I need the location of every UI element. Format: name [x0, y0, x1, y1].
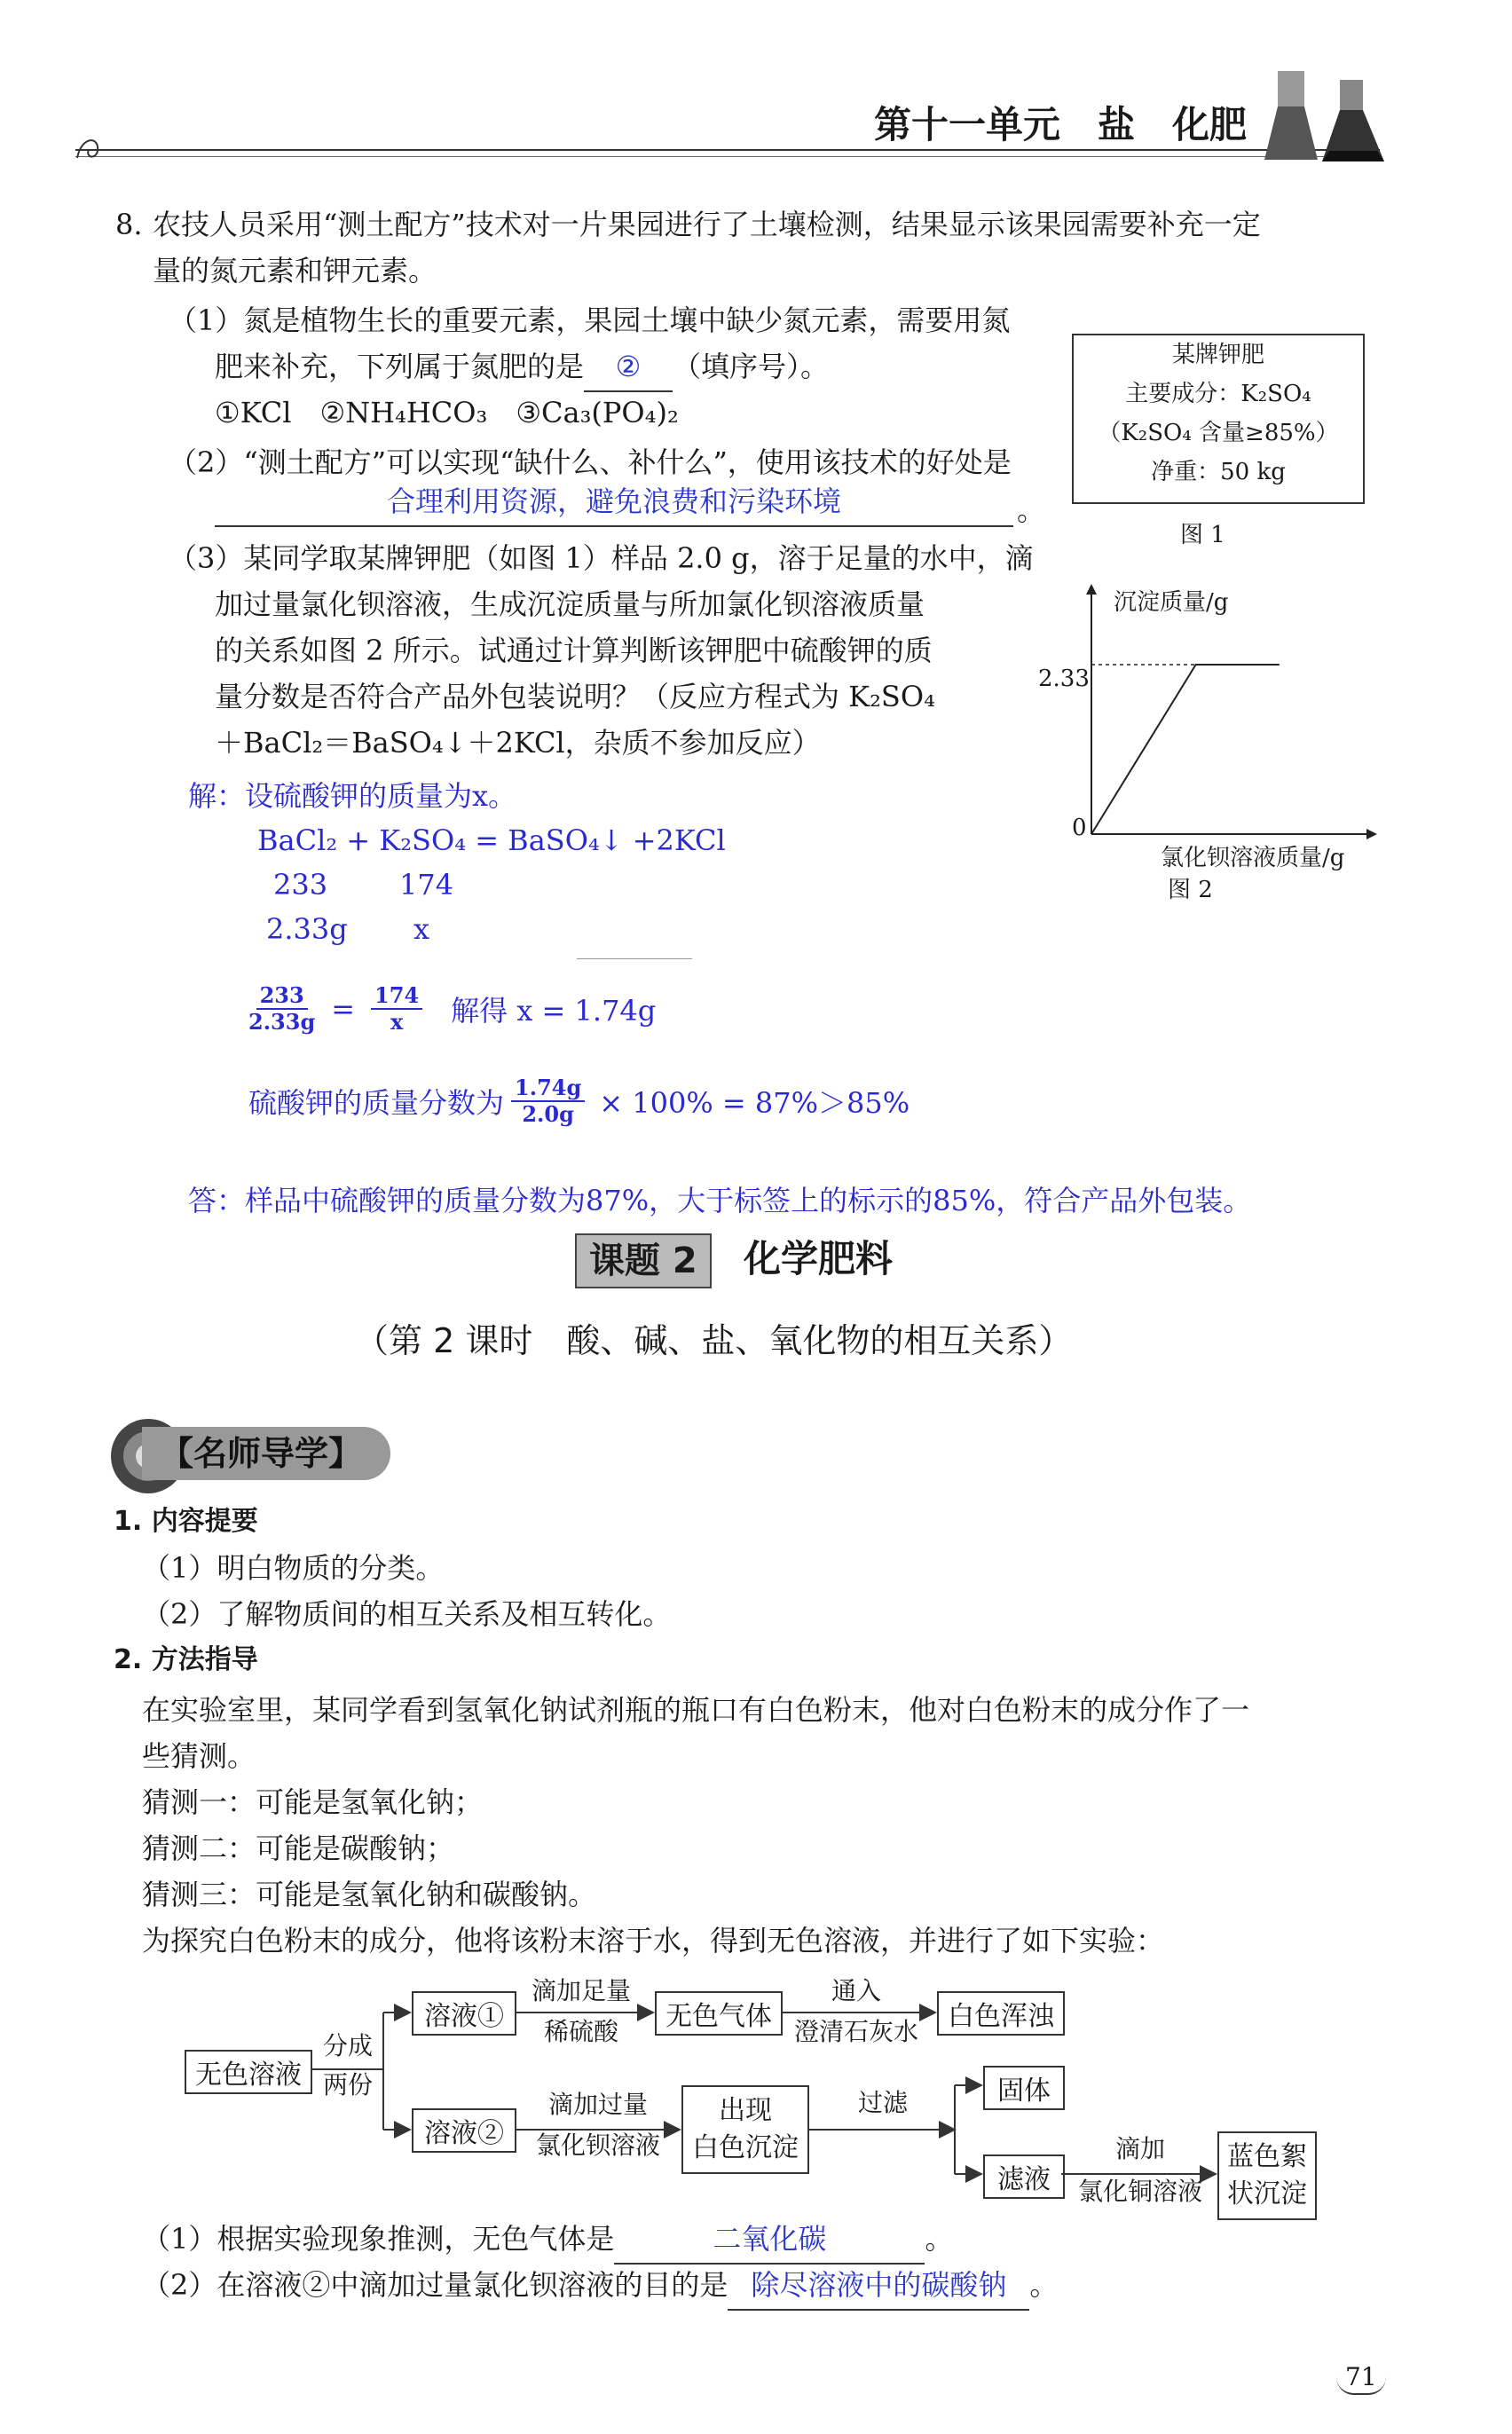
flow-action2-top: 通入 [831, 1976, 881, 2005]
solution-m2: x [413, 912, 430, 946]
flow-split-top: 分成 [322, 2031, 373, 2060]
guess-1: 猜测一：可能是氢氧化钠； [142, 1785, 484, 1819]
sub-question-2-answer: 除尽溶液中的碳酸钠 [728, 2261, 1029, 2311]
guess-2: 猜测二：可能是碳酸钠； [142, 1831, 455, 1865]
header-swirl-icon [73, 131, 108, 170]
flow-action4-bottom: 氯化铜溶液 [1077, 2177, 1202, 2206]
q8-part2-answer: 合理利用资源，避免浪费和污染环境 [215, 477, 1013, 527]
fertilizer-label-box [1072, 334, 1365, 504]
chart-y-arrow [1086, 584, 1097, 595]
flow-start-box: 无色溶液 [185, 2050, 312, 2094]
flow-action1-bottom: 稀硫酸 [543, 2017, 618, 2046]
flow-filtrate-box: 滤液 [983, 2154, 1065, 2199]
flow-precipitate-box: 出现 白色沉淀 [681, 2085, 809, 2174]
chart-series-line [1091, 665, 1280, 834]
solution-line1: 解：设硫酸钾的质量为x。 [188, 779, 517, 813]
guide-item-2: （2）了解物质间的相互关系及相互转化。 [142, 1597, 672, 1631]
section-title: 化学肥料 [744, 1237, 894, 1280]
solution-mass-fraction: 硫酸钾的质量分数为 $\frac{1.74g}{2.0g}$ × 100% = 87%＞85% [248, 1075, 910, 1127]
guess-3: 猜测三：可能是氢氧化钠和碳酸钠。 [142, 1878, 597, 1911]
q8-part3-line3: 的关系如图 2 所示。试通过计算判断该钾肥中硫酸钾的质 [215, 634, 933, 667]
sub-question-1: （1）根据实验现象推测，无色气体是 二氧化碳 。 [142, 2215, 953, 2265]
guide-para1: 在实验室里，某同学看到氢氧化钠试剂瓶的瓶口有白色粉末，他对白色粉末的成分作了一 [142, 1693, 1250, 1727]
solution-m1: 2.33g [266, 912, 348, 946]
flow-action3-top: 滴加过量 [547, 2090, 648, 2119]
page-number: 71 [1336, 2362, 1386, 2395]
sub-question-2: （2）在溶液②中滴加过量氯化钡溶液的目的是 除尽溶液中的碳酸钠 。 [142, 2261, 1058, 2311]
solution-ratio: $\frac{233}{2.33g}$ = $\frac{174}{x}$ 解得 x = 1.74g [248, 982, 657, 1035]
flow-action1-top: 滴加足量 [531, 1976, 631, 2005]
figure2-caption: 图 2 [1168, 877, 1213, 903]
header-rule [75, 149, 1380, 151]
solution-divider [577, 958, 692, 959]
q8-part1-line1: （1）氮是植物生长的重要元素，果园土壤中缺少氮元素，需要用氮 [169, 303, 1011, 337]
chart-y-tick: 2.33 [1038, 666, 1090, 692]
guide-para3: 为探究白色粉末的成分，他将该粉末溶于水，得到无色溶液，并进行了如下实验： [142, 1924, 1165, 1957]
chart-y-label: 沉淀质量/g [1114, 589, 1229, 616]
header-rule-thin [75, 156, 1380, 157]
guide-heading-2: 2. 方法指导 [114, 1644, 258, 1675]
sub-question-1-answer: 二氧化碳 [614, 2215, 925, 2265]
q8-stem-line1: 农技人员采用“测土配方”技术对一片果园进行了土壤检测，结果显示该果园需要补充一定 [153, 208, 1261, 241]
q8-part3-line4: 量分数是否符合产品外包装说明？（反应方程式为 K₂SO₄ [215, 680, 935, 713]
solution-equation: BaCl₂ + K₂SO₄ = BaSO₄↓ +2KCl [257, 823, 726, 857]
q8-part3-line5: ＋BaCl₂＝BaSO₄↓＋2KCl，杂质不参加反应） [215, 726, 821, 760]
q8-part3-line1: （3）某同学取某牌钾肥（如图 1）样品 2.0 g，溶于足量的水中，滴 [169, 541, 1034, 575]
q8-part2-end: 。 [1017, 493, 1046, 527]
chart-x-label: 氯化钡溶液质量/g [1161, 845, 1345, 871]
guide-heading-1: 1. 内容提要 [114, 1506, 258, 1537]
label-line3: （K₂SO₄ 含量≥85%） [1098, 420, 1339, 446]
guide-banner-title: 【名师导学】 [160, 1434, 363, 1473]
flow-solution1-box: 溶液① [412, 1991, 516, 2036]
label-line2: 主要成分：K₂SO₄ [1125, 381, 1311, 407]
q8-part1-options: ①KCl ②NH₄HCO₃ ③Ca₃(PO₄)₂ [215, 396, 679, 429]
flask-icon [1260, 53, 1393, 172]
flow-action4-top: 滴加 [1114, 2134, 1165, 2163]
q8-part1-answer: ② [584, 343, 673, 392]
chart-x-arrow [1366, 829, 1377, 839]
chapter-title: 第十一单元 盐 化肥 [874, 103, 1248, 146]
flow-turbid-box: 白色浑浊 [937, 1991, 1065, 2036]
q8-part2-line1: （2）“测土配方”可以实现“缺什么、补什么”，使用该技术的好处是 [169, 445, 1012, 479]
flow-solution2-box: 溶液② [412, 2108, 516, 2153]
section-badge: 课题 2 [575, 1233, 712, 1288]
section-subtitle: （第 2 课时 酸、碱、盐、氧化物的相互关系） [355, 1321, 1073, 1360]
question-number: 8. [115, 208, 143, 241]
figure1-caption: 图 1 [1180, 522, 1225, 548]
guide-item-1: （1）明白物质的分类。 [142, 1551, 445, 1585]
flow-solid-box: 固体 [983, 2066, 1065, 2110]
solution-answer: 答：样品中硫酸钾的质量分数为87%，大于标签上的标示的85%，符合产品外包装。 [188, 1184, 1252, 1217]
solution-mr1: 233 [273, 868, 328, 902]
q8-part1-line2: 肥来补充，下列属于氮肥的是 ② （填序号）。 [215, 343, 829, 392]
flow-action3-bottom: 氯化钡溶液 [535, 2131, 660, 2160]
flow-split-bottom: 两份 [322, 2070, 373, 2099]
flow-gas-box: 无色气体 [655, 1991, 783, 2036]
chart-origin-label: 0 [1072, 815, 1087, 841]
flow-action2-bottom: 澄清石灰水 [793, 2017, 918, 2046]
label-line1: 某牌钾肥 [1171, 342, 1264, 368]
q8-stem-line2: 量的氮元素和钾元素。 [153, 254, 437, 288]
q8-part3-line2: 加过量氯化钡溶液，生成沉淀质量与所加氯化钡溶液质量 [215, 587, 925, 621]
guide-para2: 些猜测。 [142, 1739, 256, 1773]
solution-mr2: 174 [399, 868, 454, 902]
flow-blue-precipitate-box: 蓝色絮 状沉淀 [1217, 2131, 1317, 2220]
label-line4: 净重：50 kg [1151, 459, 1286, 485]
flow-filter-label: 过滤 [857, 2088, 908, 2117]
